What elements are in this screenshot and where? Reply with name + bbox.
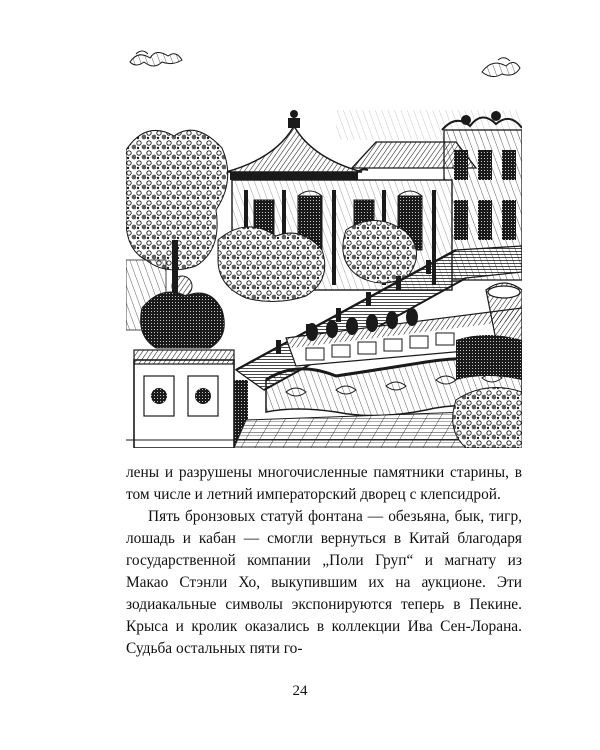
left-pedestal-sculpture [134,276,248,448]
page-number: 24 [292,683,308,699]
palace-engraving-illustration [126,40,522,448]
body-text [126,462,522,660]
engraving-svg [126,40,522,448]
clouds-decoration [130,51,520,77]
paragraph-2: Пять бронзовых статуй фонтана — обезьяна, бык, тигр, лошадь и кабан — смогли вернуться в Китай благодаря государственной компании „Поли Груп“ и магнату из Макао Стэнли Хо, выкупившим их на аукционе. Эти зодиакальные символы экспонируются теперь в Пекине. Крыса и кролик оказались в коллекции Ива Сен-Лорана. Судьба остальных пяти го- [126,508,522,657]
paragraph-1: лены и разрушены многочисленные памятники старины, в том числе и летний императорский дворец с клепсидрой. [126,464,522,503]
